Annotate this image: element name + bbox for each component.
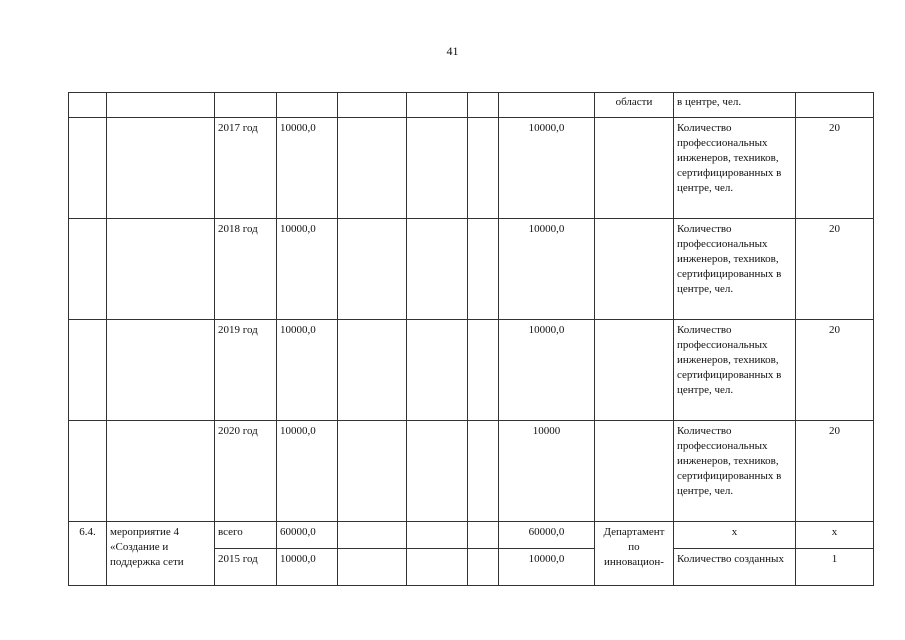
table-row-continuation [69, 93, 874, 118]
cell-indicator: Количество профессиональных инженеров, техников, сертифицированных в центре, чел. [674, 421, 796, 522]
cell-year: 2018 год [215, 219, 277, 320]
cell-number-continuation [69, 93, 107, 118]
cell-indicator: Количество профессиональных инженеров, техников, сертифицированных в центре, чел. [674, 219, 796, 320]
cell-name-continuation [107, 93, 215, 118]
cell-year: всего [215, 522, 277, 549]
cell-indicator: Количество профессиональных инженеров, техников, сертифицированных в центре, чел. [674, 320, 796, 421]
cell-total: 10000,0 [277, 421, 338, 522]
table-row [69, 118, 874, 219]
cell-indicator: Количество профессиональных инженеров, техников, сертифицированных в центре, чел. [674, 118, 796, 219]
program-table [68, 92, 874, 586]
cell-other: 10000,0 [499, 219, 595, 320]
cell-executor-continuation: области [595, 93, 674, 118]
cell-value: 20 [796, 320, 874, 421]
cell-value [796, 93, 874, 118]
cell-indicator: в центре, чел. [674, 93, 796, 118]
table-row [69, 219, 874, 320]
cell-item-number: 6.4. [69, 522, 107, 586]
cell-other: 10000,0 [499, 118, 595, 219]
table-row [69, 320, 874, 421]
cell-value: 20 [796, 421, 874, 522]
cell-executor: Департамент по инновацион- [595, 522, 674, 586]
cell-year: 2020 год [215, 421, 277, 522]
cell-activity-name: мероприятие 4 «Создание и поддержка сети [107, 522, 215, 586]
cell-other: 10000 [499, 421, 595, 522]
cell-total: 10000,0 [277, 219, 338, 320]
cell-year: 2015 год [215, 549, 277, 586]
cell-value: 1 [796, 549, 874, 586]
cell-other: 60000,0 [499, 522, 595, 549]
cell-total: 60000,0 [277, 522, 338, 549]
cell-value: х [796, 522, 874, 549]
cell-year: 2019 год [215, 320, 277, 421]
cell-other: 10000,0 [499, 549, 595, 586]
table-row-activity-6-4-total [69, 522, 874, 549]
cell-other: 10000,0 [499, 320, 595, 421]
page-number: 41 [446, 44, 459, 58]
cell-value: 20 [796, 118, 874, 219]
cell-total: 10000,0 [277, 549, 338, 586]
table-row [69, 421, 874, 522]
cell-total: 10000,0 [277, 320, 338, 421]
cell-indicator: Количество созданных [674, 549, 796, 586]
cell-indicator: х [674, 522, 796, 549]
cell-value: 20 [796, 219, 874, 320]
cell-total: 10000,0 [277, 118, 338, 219]
cell-year: 2017 год [215, 118, 277, 219]
